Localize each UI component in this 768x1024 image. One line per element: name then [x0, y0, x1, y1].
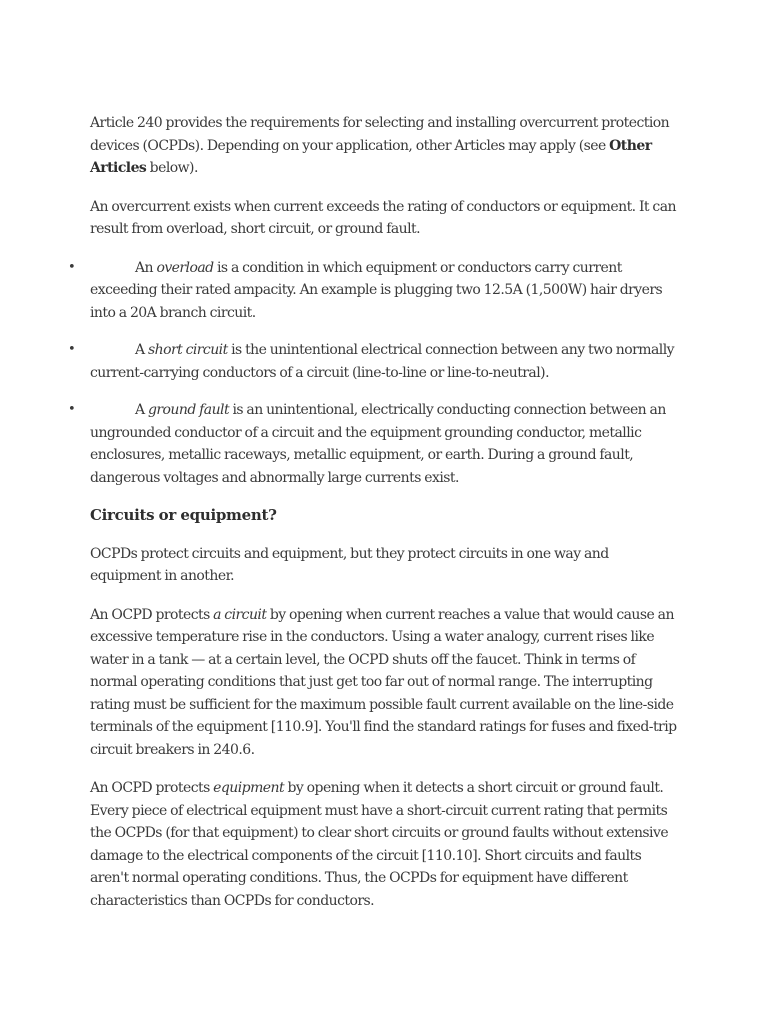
list-item-text: is an unintentional, electrically conducting connection between an ungrounded conductor of a circuit and the equipment grounding conductor, metallic enclosures, metallic raceways, metallic equipment, or earth. During a ground fault, dangerous voltages and abnormally large currents exist.	[90, 402, 666, 486]
term-equipment: equipment	[213, 780, 285, 796]
paragraph-lead: An OCPD protects	[90, 780, 214, 796]
list-item-text: is the unintentional electrical connection between any two normally current-carrying conductors of a circuit (line-to-line or line-to-neutral).	[90, 342, 674, 381]
list-item-overload	[68, 257, 680, 325]
term-overload: overload	[156, 259, 214, 276]
term-ground-fault: ground fault	[147, 402, 230, 418]
term-a-circuit: a circuit	[213, 606, 267, 623]
paragraph-text: by opening when it detects a short circuit or ground fault. Every piece of electrical equipment must have a short-circuit current rating that permits the OCPDs (for that equipment) to clear short circuits or ground faults without extensive damage to the electrical components of the circuit [110.10]. Short circuits and faults aren't normal operating conditions. Thus, the OCPDs for equipment have different characteristics than OCPDs for conductors.	[90, 780, 669, 909]
paragraph-lead: An OCPD protects	[90, 606, 214, 623]
list-item-text: is a condition in which equipment or conductors carry current exceeding their rated ampacity. An example is plugging two 12.5A (1,500W) hair dryers into a 20A branch circuit.	[90, 259, 663, 321]
ocpd-paragraph: OCPDs protect circuits and equipment, but they protect circuits in one way and equipment in another.	[90, 545, 609, 584]
list-item-ground-fault	[68, 399, 680, 489]
section-heading: Circuits or equipment?	[90, 506, 277, 524]
circuit-protection-paragraph	[90, 604, 680, 762]
intro-text: Article 240 provides the requirements for selecting and installing overcurrent protection devices (OCPDs). Depending on your application, other Articles may apply (see	[90, 115, 670, 154]
list-item-short-circuit	[68, 339, 680, 384]
paragraph-text: by opening when current reaches a value that would cause an excessive temperature rise in the conductors. Using a water analogy, current rises like water in a tank — at a certain level, the OCPD shuts off the faucet. Think in terms of normal operating conditions that just get too far out of normal range. The interrupting rating must be sufficient for the maximum possible fault current available on the line-side terminals of the equipment [110.9]. You'll find the standard ratings for fuses and fixed-trip circuit breakers in 240.6.	[90, 606, 677, 758]
fault-type-list	[68, 257, 680, 490]
bullet-icon: •	[68, 259, 76, 275]
overcurrent-paragraph: An overcurrent exists when current exceeds the rating of conductors or equipment. It can result from overload, short circuit, or ground fault.	[90, 198, 676, 237]
equipment-protection-paragraph	[90, 777, 680, 912]
bullet-icon: •	[68, 342, 76, 357]
list-item-lead: A	[135, 402, 148, 418]
bullet-icon: •	[68, 402, 76, 417]
document-body	[68, 112, 680, 928]
intro-text-end: below).	[146, 160, 198, 176]
term-short-circuit: short circuit	[147, 342, 228, 358]
list-item-lead: A	[135, 342, 148, 358]
intro-paragraph	[90, 112, 680, 180]
other-articles-reference: Other Articles	[90, 137, 652, 176]
list-item-lead: An	[135, 259, 157, 276]
